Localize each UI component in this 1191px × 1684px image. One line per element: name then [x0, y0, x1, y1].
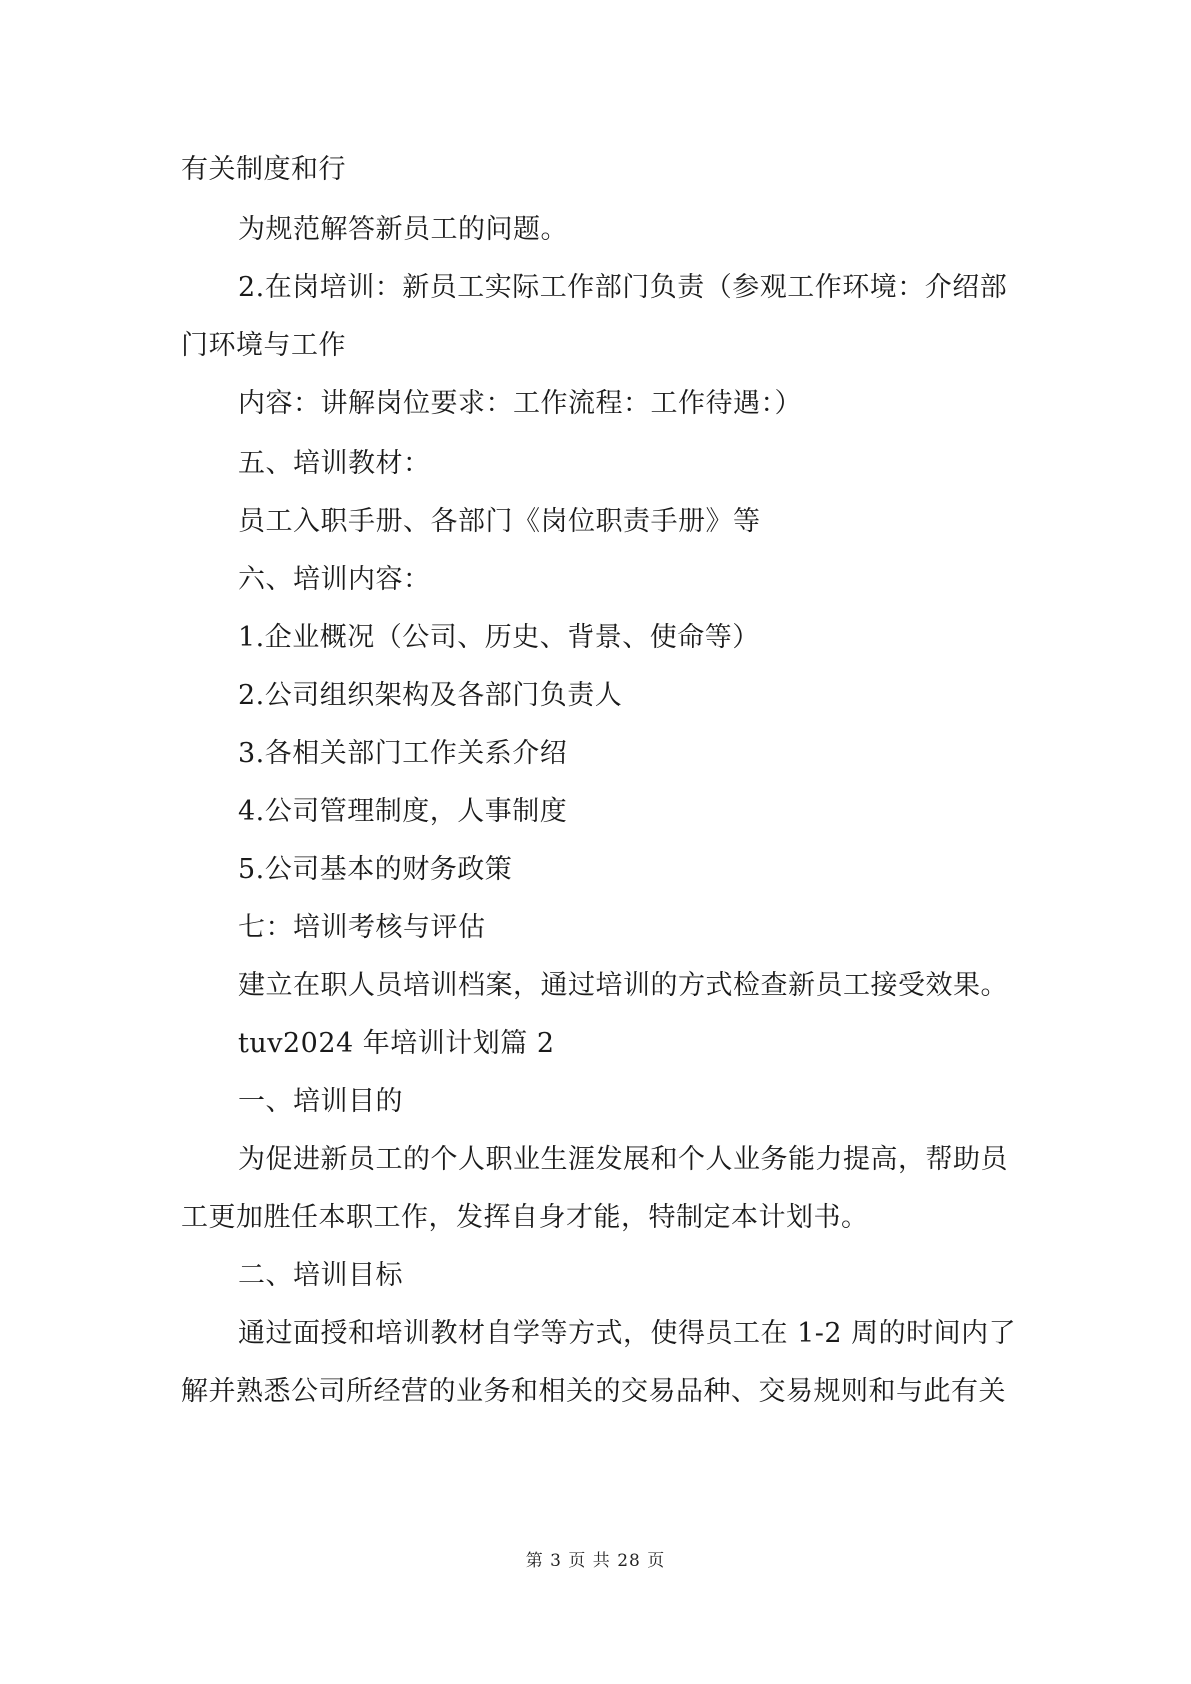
list-item: 3.各相关部门工作关系介绍 — [238, 738, 568, 769]
list-item: 5.公司基本的财务政策 — [238, 854, 513, 885]
body-line: 工更加胜任本职工作，发挥自身才能，特制定本计划书。 — [181, 1202, 869, 1233]
body-line: 有关制度和行 — [181, 154, 346, 185]
section-heading: 六、培训内容： — [238, 564, 431, 595]
body-line: 门环境与工作 — [181, 330, 346, 361]
body-line: 2.在岗培训：新员工实际工作部门负责（参观工作环境：介绍部 — [238, 272, 1008, 303]
body-line: 通过面授和培训教材自学等方式，使得员工在 1-2 周的时间内了 — [238, 1318, 1017, 1349]
section-heading: 七：培训考核与评估 — [238, 912, 486, 943]
section-title: tuv2024 年培训计划篇 2 — [238, 1028, 555, 1059]
body-line: 为促进新员工的个人职业生涯发展和个人业务能力提高，帮助员 — [238, 1144, 1008, 1175]
section-heading: 五、培训教材： — [238, 448, 431, 479]
page-number-footer: 第 3 页 共 28 页 — [525, 1551, 666, 1571]
list-item: 2.公司组织架构及各部门负责人 — [238, 680, 623, 711]
body-line: 员工入职手册、各部门《岗位职责手册》等 — [238, 506, 761, 537]
list-item: 1.企业概况（公司、历史、背景、使命等） — [238, 622, 760, 653]
body-line: 内容：讲解岗位要求：工作流程：工作待遇：） — [238, 388, 802, 419]
section-heading: 二、培训目标 — [238, 1260, 403, 1291]
list-item: 4.公司管理制度，人事制度 — [238, 796, 568, 827]
body-line: 解并熟悉公司所经营的业务和相关的交易品种、交易规则和与此有关 — [181, 1376, 1006, 1407]
body-line: 为规范解答新员工的问题。 — [238, 214, 568, 245]
body-line: 建立在职人员培训档案，通过培训的方式检查新员工接受效果。 — [238, 970, 1008, 1001]
section-heading: 一、培训目的 — [238, 1086, 403, 1117]
